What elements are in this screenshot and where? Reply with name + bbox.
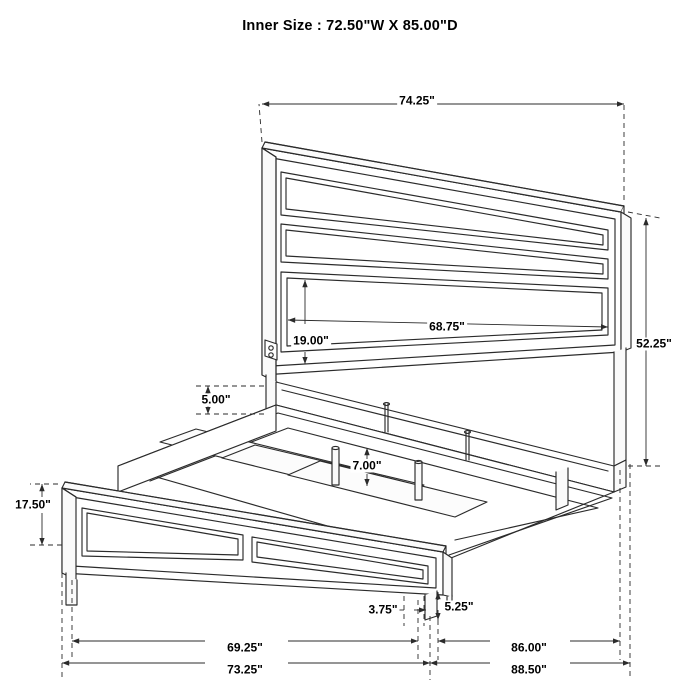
dim-label-side-rail-bottom-height: 5.25" (444, 599, 474, 614)
dim-label-bed-inner-depth: 86.00" (511, 640, 547, 655)
dim-label-footboard-height: 17.50" (15, 497, 51, 512)
dim-label-rail-to-slat-height: 5.00" (201, 392, 231, 407)
dim-label-headboard-height: 52.25" (636, 336, 672, 351)
dim-label-headboard-panel-width: 68.75" (429, 319, 465, 334)
bed-illustration (62, 142, 631, 620)
dim-label-footboard-outer-width: 73.25" (227, 662, 263, 677)
dim-label-bed-outer-depth: 88.50" (511, 662, 547, 677)
dim-label-headboard-width: 74.25" (399, 93, 435, 108)
page-title: Inner Size : 72.50"W X 85.00"D (242, 18, 458, 34)
dim-label-footboard-leg-offset: 3.75" (368, 602, 398, 617)
dim-label-footboard-inner-width: 69.25" (227, 640, 263, 655)
dim-label-headboard-lower-panel-height: 19.00" (293, 333, 329, 348)
dim-label-slat-spacing: 7.00" (352, 458, 382, 473)
